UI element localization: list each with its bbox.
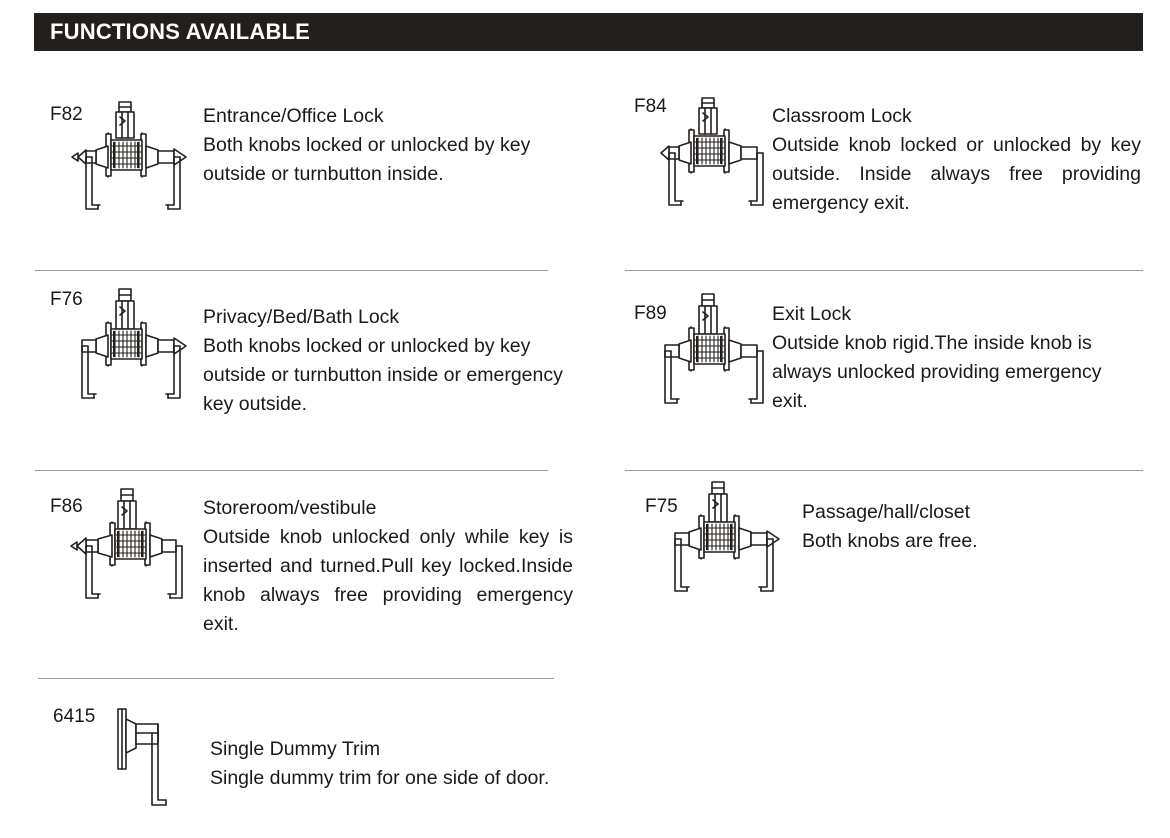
function-code: F76 bbox=[50, 289, 83, 310]
function-description bbox=[203, 102, 573, 189]
function-description bbox=[802, 498, 1142, 556]
function-body: Outside knob locked or unlocked by key outside. Inside always free providing emergency exit. bbox=[772, 134, 1141, 214]
function-body: Both knobs are free. bbox=[802, 530, 978, 552]
function-code: F86 bbox=[50, 496, 83, 517]
row-separator bbox=[35, 470, 548, 471]
function-title: Entrance/Office Lock bbox=[203, 105, 384, 127]
function-title: Passage/hall/closet bbox=[802, 501, 971, 523]
function-body: Both knobs locked or unlocked by key outside or turnbutton inside or emergency key outside. bbox=[203, 335, 563, 415]
function-title: Single Dummy Trim bbox=[210, 738, 381, 760]
lever-lock-entrance-icon bbox=[62, 98, 192, 218]
lever-lock-classroom-icon bbox=[645, 92, 775, 216]
row-separator bbox=[38, 678, 554, 679]
page-title: FUNCTIONS AVAILABLE bbox=[50, 19, 311, 44]
function-description bbox=[203, 303, 573, 419]
function-body: Both knobs locked or unlocked by key outside or turnbutton inside. bbox=[203, 134, 531, 185]
function-code: F84 bbox=[634, 96, 667, 117]
dummy-trim-icon bbox=[110, 703, 180, 815]
function-body: Outside knob unlocked only while key is inserted and turned.Pull key locked.Inside knob always free providing emergency exit. bbox=[203, 526, 573, 635]
function-description bbox=[772, 300, 1141, 416]
function-code: 6415 bbox=[53, 706, 96, 727]
row-separator bbox=[625, 270, 1143, 271]
row-separator bbox=[35, 270, 548, 271]
lever-lock-exit-icon bbox=[645, 290, 775, 414]
function-title: Exit Lock bbox=[772, 303, 852, 325]
function-body: Outside knob rigid.The inside knob is always unlocked providing emergency exit. bbox=[772, 332, 1102, 412]
lever-lock-privacy-icon bbox=[62, 283, 192, 407]
function-body: Single dummy trim for one side of door. bbox=[210, 767, 550, 789]
function-title: Privacy/Bed/Bath Lock bbox=[203, 306, 400, 328]
function-title: Classroom Lock bbox=[772, 105, 912, 127]
row-separator bbox=[625, 470, 1143, 471]
function-code: F75 bbox=[645, 496, 678, 517]
function-description bbox=[772, 102, 1141, 218]
function-code: F82 bbox=[50, 104, 83, 125]
function-title: Storeroom/vestibule bbox=[203, 497, 377, 519]
function-description bbox=[210, 735, 560, 793]
lever-lock-storeroom-icon bbox=[62, 485, 192, 609]
function-description bbox=[203, 494, 573, 639]
lever-lock-passage-icon bbox=[655, 478, 785, 602]
function-code: F89 bbox=[634, 303, 667, 324]
